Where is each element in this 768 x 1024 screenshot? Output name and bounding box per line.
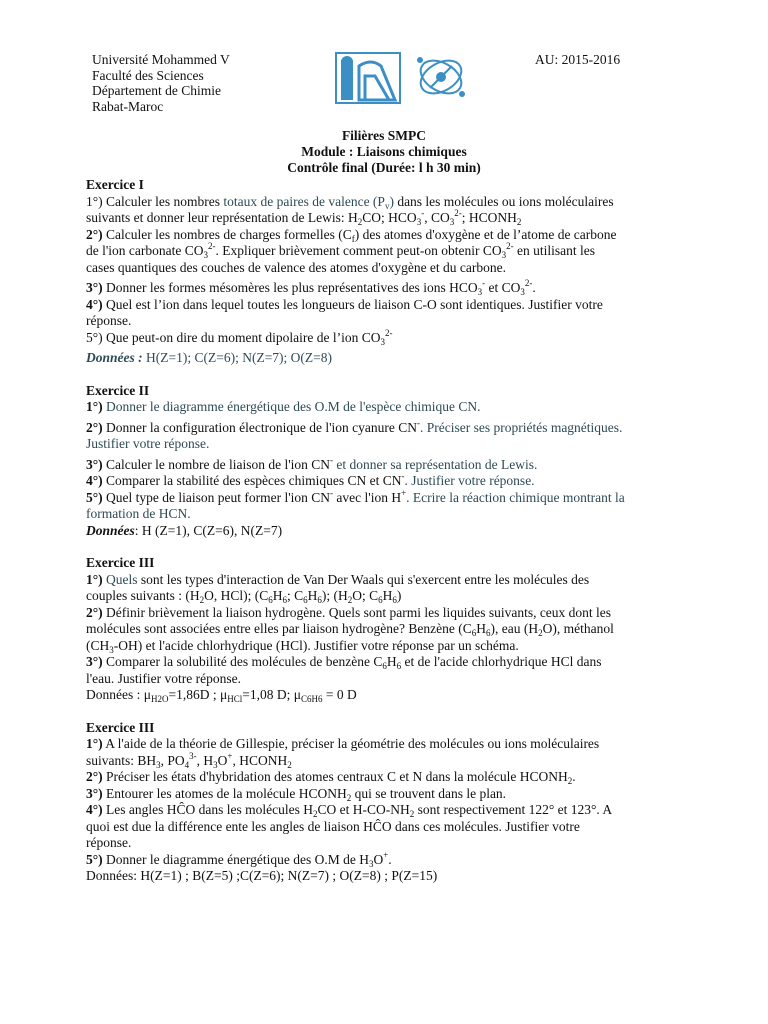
exercise-3-q1-cont: couples suivants : ($H_2O$, HCl); ($C_6H_6$; $C_6H_6$); ($H_2O$; $C_6H_6$) [86, 588, 402, 605]
exercise-1-q2: 2°) Calculer les nombres de charges formelles $(C_f)$ des atomes d'oxygène et de l’atome de carbone [86, 226, 617, 244]
institution-header [92, 52, 230, 114]
faculty-name: Faculté des Sciences [92, 67, 204, 83]
exercise-4-q2: 2°) Préciser les états d'hybridation des atomes centraux C et N dans la molécule $HCONH_2$. [86, 769, 576, 786]
exercise-1-q2-cont: de l'ion carbonate $CO_3^{2-}$. Expliquer brièvement comment peut-on obtenir $CO_3^{2-}$ en utilisant les [86, 241, 595, 260]
exam-title [0, 128, 768, 176]
exercise-2-q5-cont: formation de HCN. [86, 506, 191, 521]
exercise-3-q2-cont2: $(CH_3-OH)$ et l'acide chlorhydrique (HCl). Justifier votre réponse par un schéma. [86, 637, 519, 655]
university-name: Université Mohammed V [92, 52, 230, 67]
exercise-4-q1-cont: suivants: $BH_3$, $PO_4^{3-}$, $H_3O^+$, $HCONH_2$ [86, 750, 292, 770]
exercise-1-q4-cont: réponse. [86, 313, 132, 328]
exercise-4-q3: 3°) Entourer les atomes de la molécule $HCONH_2$ qui se trouvent dans le plan. [86, 785, 507, 803]
department-name: Département de Chimie [92, 83, 221, 98]
module-title: Module : Liaisons chimiques [301, 144, 467, 159]
exercise-1-q3: 3°) Donner les formes mésomères les plus représentatives des ions $HCO_3^-$ et $CO_3^{2-}$. [86, 278, 536, 297]
exercise-1-q5: 5°) Que peut-on dire du moment dipolaire de l’ion $CO_3^{2-}$ [86, 327, 393, 347]
exercise-2-q2: 2°) Donner la configuration électronique de l'ion cyanure CN-. Préciser ses propriétés magnétiques. [86, 417, 623, 435]
exercise-4-q5: 5°) Donner le diagramme énergétique des O.M de $H_3O^+$. [86, 849, 392, 869]
exercise-1-q2-cont2: cases quantiques des couches de valence des atomes d'oxygène et du carbone. [86, 259, 507, 275]
exercise-4-q4-cont: quoi est due la différence ente les angles de liaison HĈO dans ces molécules. Justifier votre [86, 818, 580, 834]
exercise-4-q4-cont2: réponse. [86, 835, 132, 850]
exam-content [86, 177, 698, 885]
exercise-3-data: Données : $\mu_{H2O}=1,86D$ ; $\mu_{HCl}=1,08$ D; $\mu_{C6H6} = 0$ D [86, 687, 357, 704]
exercise-3-q2-cont: molécules sont associées entre elles par liaison hydrogène? Benzène $(C_6H_6)$, eau $(H_2O)$, méthanol [86, 621, 614, 638]
exercise-2-q5: 5°) Quel type de liaison peut former l'ion CN- avec l'ion H+. Ecrire la réaction chimique montrant la [86, 487, 625, 505]
exercise-3-q2: 2°) Définir brièvement la liaison hydrogène. Quels sont parmi les liquides suivants, ceux dont les [86, 604, 612, 620]
exercise-4-data: Données: H(Z=1) ; B(Z=5) ;C(Z=6); N(Z=7) ; O(Z=8) ; P(Z=15) [86, 868, 438, 883]
exercise-2-q3: 3°) Calculer le nombre de liaison de l'ion CN- et donner sa représentation de Lewis. [86, 454, 538, 472]
exam-duration-title: Contrôle final (Durée: l h 30 min) [287, 160, 481, 175]
exercise-2-q2-cont: Justifier votre réponse. [86, 436, 210, 451]
exercise-1-title: Exercice I [86, 177, 144, 192]
exercise-1-q1-cont: suivants et donner leur représentation de Lewis: $H_2CO$; $HCO_3^-$, $CO_3^{2-}$; $HCONH_2$ [86, 208, 522, 227]
exercise-3-title: Exercice III [86, 555, 155, 570]
exercise-4-title: Exercice III [86, 719, 155, 735]
university-logo-icon [335, 52, 401, 104]
city-name: Rabat-Maroc [92, 98, 164, 114]
exercise-2-q4: 4°) Comparer la stabilité des espèces chimiques CN et CN-. Justifier votre réponse. [86, 471, 535, 488]
exercise-2-data: Données: H (Z=1), C(Z=6), N(Z=7) [86, 522, 283, 538]
faculty-logo-icon [410, 48, 472, 106]
exercise-4-q4: 4°) Les angles HĈO dans les molécules $H_2CO$ et $H-CO-NH_2$ sont respectivement 122° et 123°. A [86, 802, 613, 819]
exercise-3-q1: 1°) Quels sont les types d'interaction de Van Der Waals qui s'exercent entre les molécules des [86, 571, 590, 587]
exercise-1-q4: 4°) Quel est l’ion dans lequel toutes les longueurs de liaison C-O sont identiques. Justifier votre [86, 296, 603, 312]
exercise-1-data: Données : H(Z=1); C(Z=6); N(Z=7); O(Z=8) [86, 350, 333, 365]
academic-year: AU: 2015-2016 [535, 52, 621, 67]
exercise-3-q3-cont: l'eau. Justifier votre réponse. [86, 670, 242, 686]
exercise-2-title: Exercice II [86, 382, 150, 398]
exercise-3-q3: 3°) Comparer la solubilité des molécules de benzène $C_6H_6$ et de l'acide chlorhydrique HCl dans [86, 654, 602, 671]
program-title: Filières SMPC [341, 128, 427, 143]
exercise-2-q1: 1°) Donner le diagramme énergétique des O.M de l'espèce chimique CN. [86, 399, 481, 414]
exercise-4-q1: 1°) A l'aide de la théorie de Gillespie, préciser la géométrie des molécules ou ions moléculaires [86, 736, 600, 751]
exercise-1-q1: 1°) Calculer les nombres totaux de paires de valence $(P_v)$ dans les molécules ou ions moléculaires [86, 193, 614, 211]
